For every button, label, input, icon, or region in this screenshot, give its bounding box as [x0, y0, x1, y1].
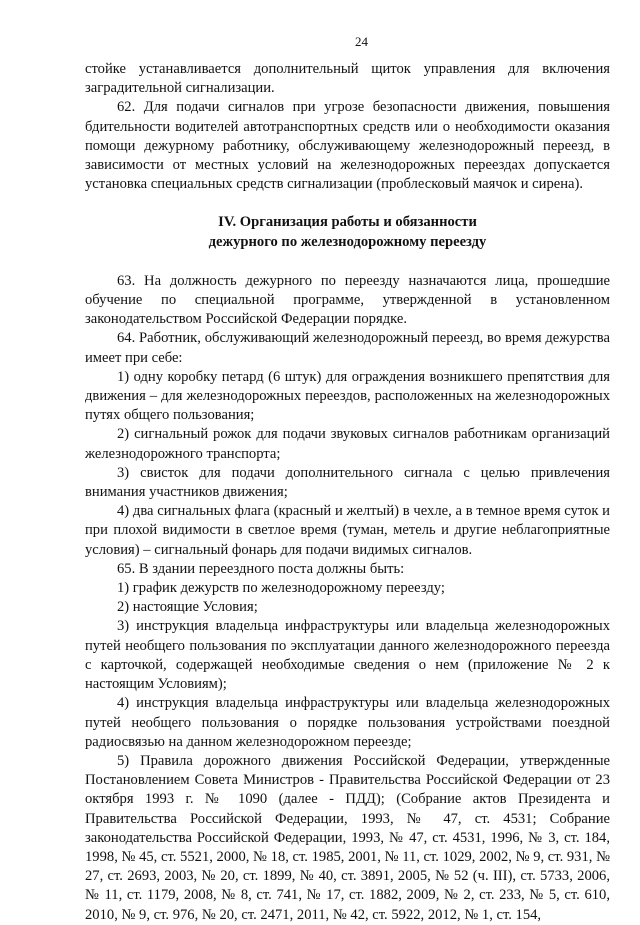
paragraph-65-item-4: 4) инструкция владельца инфраструктуры или владельца железнодорожных путей необщего пользования о порядке пользования устройствами поездной радиосвязью на данном железнодорожном переезде;: [85, 695, 610, 750]
section-heading-line-2: дежурного по железнодорожному переезду: [208, 233, 487, 250]
section-heading-line-1: IV. Организация работы и обязанности: [218, 214, 477, 231]
paragraph-62: 62. Для подачи сигналов при угрозе безопасности движения, повышения бдительности водителей автотранспортных средств или о необходимости оказания помощи дежурному работнику, обслуживающему железнодорожный переезд, в зависимости от местных условий на железнодорожных переездах допускается установка специальных средств сигнализации (проблесковый маячок и сирена).: [85, 99, 610, 193]
paragraph-64: 64. Работник, обслуживающий железнодорожный переезд, во время дежурства имеет при себе:: [85, 330, 610, 366]
paragraph-65-item-1: 1) график дежурств по железнодорожному переезду;: [117, 580, 445, 597]
paragraph-65-item-5: 5) Правила дорожного движения Российской Федерации, утвержденные Постановлением Совета Министров - Правительства Российской Федерации от 23 октября 1993 г. № 1090 (далее - ПДД); (Собрание актов Президента и Правительства Российской Федерации, 1993, № 47, ст. 4531; Собрание законодательства Российской Федерации, 1993, № 47, ст. 4531, 1996, № 3, ст. 184, 1998, № 45, ст. 5521, 2000, № 18, ст. 1985, 2001, № 11, ст. 1029, 2002, № 9, ст. 931, № 27, ст. 2693, 2003, № 20, ст. 1899, № 40, ст. 3891, 2005, № 52 (ч. III), ст. 5733, 2006, № 11, ст. 1179, 2008, № 8, ст. 741, № 17, ст. 1882, 2009, № 2, ст. 233, № 5, ст. 610, 2010, № 9, ст. 976, № 20, ст. 2471, 2011, № 42, ст. 5922, 2012, № 1, ст. 154,: [85, 752, 610, 923]
paragraph-64-item-3: 3) свисток для подачи дополнительного сигнала с целью привлечения внимания участников движения;: [85, 464, 610, 501]
paragraph-continuation: стойке устанавливается дополнительный щиток управления для включения заградительной сигнализации.: [85, 61, 610, 97]
paragraph-64-item-4: 4) два сигнальных флага (красный и желтый) в чехле, а в темное время суток и при плохой видимости в светлое время (туман, метель и другие неблагоприятные условия) – сигнальный фонарь для подачи видимых сигналов.: [85, 503, 610, 558]
body-text: [85, 60, 610, 925]
paragraph-63: 63. На должность дежурного по переезду назначаются лица, прошедшие обучение по специальной программе, утвержденной в установленном законодательством Российской Федерации порядке.: [85, 272, 610, 328]
paragraph-64-item-1: 1) одну коробку петард (6 штук) для ограждения возникшего препятствия для движения – для железнодорожных переездов, расположенных на железнодорожных путях общего пользования;: [85, 368, 610, 424]
paragraph-65: 65. В здании переездного поста должны быть:: [117, 560, 405, 577]
page-number: 24: [355, 34, 368, 49]
paragraph-65-item-2: 2) настоящие Условия;: [117, 599, 258, 616]
paragraph-65-item-3: 3) инструкция владельца инфраструктуры или владельца железнодорожных путей необщего пользования по эксплуатации данного железнодорожного переезда с карточкой, содержащей необходимые сведения о нем (приложение № 2 к настоящим Условиям);: [85, 618, 610, 693]
paragraph-64-item-2: 2) сигнальный рожок для подачи звуковых сигналов работникам организаций железнодорожного транспорта;: [85, 426, 610, 462]
section-heading: [85, 213, 610, 251]
